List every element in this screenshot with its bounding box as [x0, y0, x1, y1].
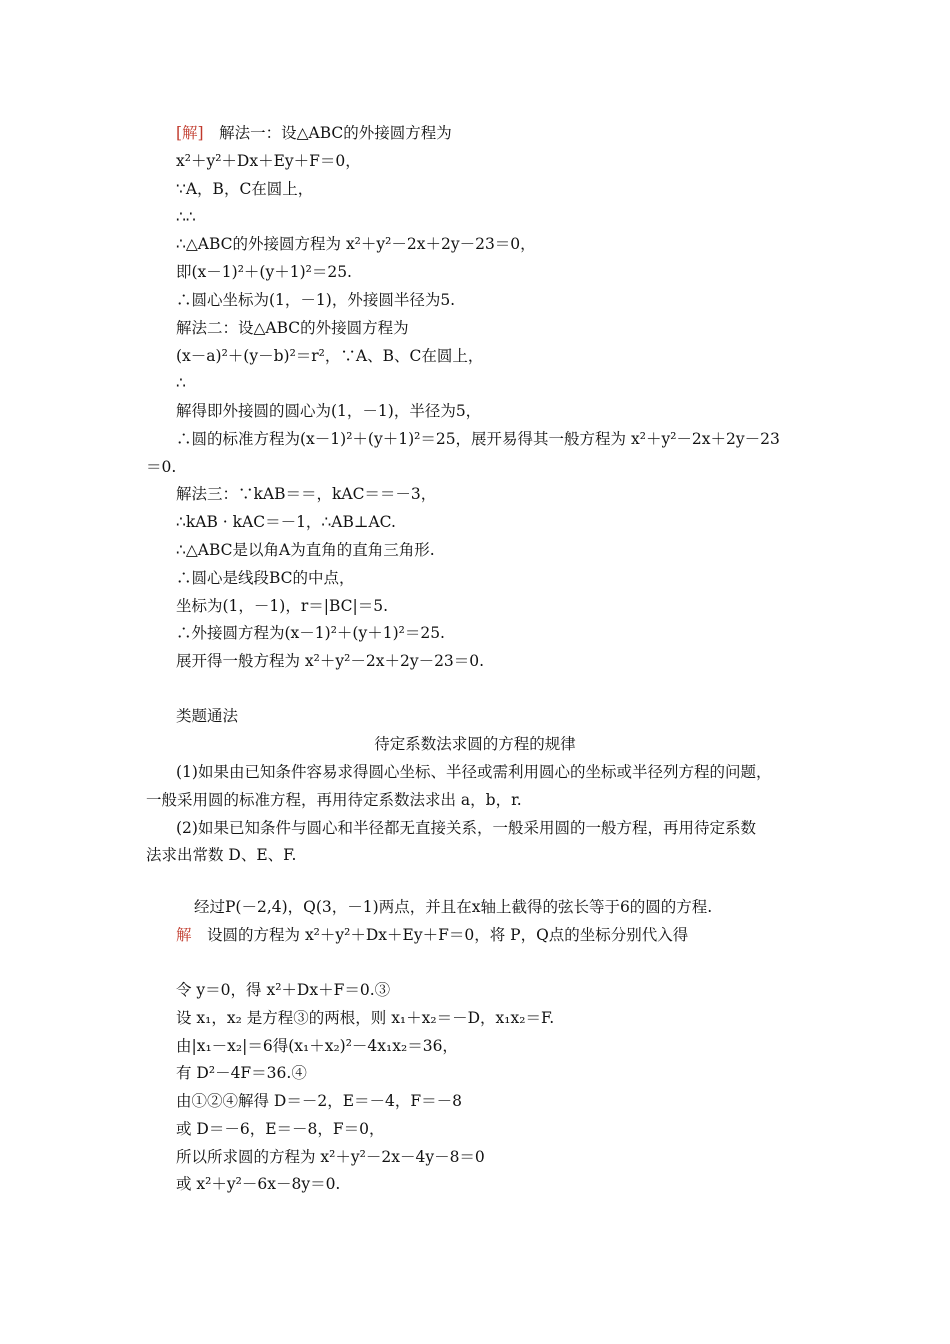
method1-equation: x²＋y²＋Dx＋Ey＋F＝0， — [176, 152, 361, 170]
method3-equation: ∴外接圆方程为(x－1)²＋(y＋1)²＝25. — [176, 624, 445, 642]
method-point1-b: 一般采用圆的标准方程，再用待定系数法求出 a，b，r. — [146, 791, 522, 809]
example-solution-text: 设圆的方程为 x²＋y²＋Dx＋Ey＋F＝0，将 P，Q点的坐标分别代入得 — [191, 926, 689, 944]
method3-midpoint: ∴圆心是线段BC的中点， — [176, 569, 355, 587]
method2-standard-b: ＝0. — [146, 458, 177, 476]
example-solution-tag: 解 — [176, 926, 192, 944]
example-line-3: 由|x₁－x₂|＝6得(x₁＋x₂)²－4x₁x₂＝36， — [176, 1037, 458, 1055]
method3-general: 展开得一般方程为 x²＋y²－2x＋2y－23＝0. — [176, 652, 485, 670]
method-label: 类题通法 — [176, 707, 239, 725]
method1-title: 解法一：设△ABC的外接圆方程为 — [203, 124, 452, 142]
example-line-4: 有 D²－4F＝36.④ — [176, 1064, 307, 1082]
method2-solve: 解得即外接圆的圆心为(1，－1)，半径为5， — [176, 402, 482, 420]
method-heading: 待定系数法求圆的方程的规律 — [374, 735, 576, 753]
method1-center: ∴圆心坐标为(1，－1)，外接圆半径为5. — [176, 291, 456, 309]
method2-equation: (x－a)²＋(y－b)²＝r²，∵A、B、C在圆上， — [176, 347, 484, 365]
method2-standard-a: ∴圆的标准方程为(x－1)²＋(y＋1)²＝25，展开易得其一般方程为 x²＋y²－2x＋2y－23 — [176, 430, 780, 448]
method3-right-triangle: ∴△ABC是以角A为直角的直角三角形. — [176, 541, 435, 559]
example-solution-intro — [176, 925, 688, 945]
method1-points-on-circle: ∵A，B，C在圆上， — [176, 180, 314, 198]
method2-title: 解法二：设△ABC的外接圆方程为 — [176, 319, 409, 337]
example-line-5: 由①②④解得 D＝－2，E＝－4，F＝－8 — [176, 1092, 463, 1110]
example-line-2: 设 x₁，x₂ 是方程③的两根，则 x₁＋x₂＝－D，x₁x₂＝F. — [176, 1009, 555, 1027]
method-point2-a: (2)如果已知条件与圆心和半径都无直接关系，一般采用圆的一般方程，再用待定系数 — [176, 819, 756, 837]
example-line-1: 令 y＝0，得 x²＋Dx＋F＝0.③ — [176, 981, 391, 999]
example-line-6: 或 D＝－6，E＝－8，F＝0， — [176, 1120, 385, 1138]
method-point1-a: (1)如果由已知条件容易求得圆心坐标、半径或需利用圆心的坐标或半径列方程的问题， — [176, 763, 772, 781]
method-point2-b: 法求出常数 D、E、F. — [146, 846, 297, 864]
method3-coordinates: 坐标为(1，－1)，r＝|BC|＝5. — [176, 597, 388, 615]
solution-header — [176, 123, 452, 143]
method2-therefore: ∴ — [176, 374, 186, 392]
example-question: 经过P(－2,4)，Q(3，－1)两点，并且在x轴上截得的弦长等于6的圆的方程. — [194, 898, 713, 916]
method1-result: ∴△ABC的外接圆方程为 x²＋y²－2x＋2y－23＝0， — [176, 235, 536, 253]
method1-therefore: ∴∴ — [176, 208, 196, 226]
example-line-8: 或 x²＋y²－6x－8y＝0. — [176, 1175, 341, 1193]
example-line-7: 所以所求圆的方程为 x²＋y²－2x－4y－8＝0 — [176, 1148, 485, 1166]
method1-standard-form: 即(x－1)²＋(y＋1)²＝25. — [176, 263, 352, 281]
method3-perpendicular: ∴kAB · kAC＝－1，∴AB⊥AC. — [176, 513, 396, 531]
solution-tag: [解] — [176, 124, 204, 142]
method3-title: 解法三：∵kAB＝＝，kAC＝＝－3， — [176, 485, 437, 503]
